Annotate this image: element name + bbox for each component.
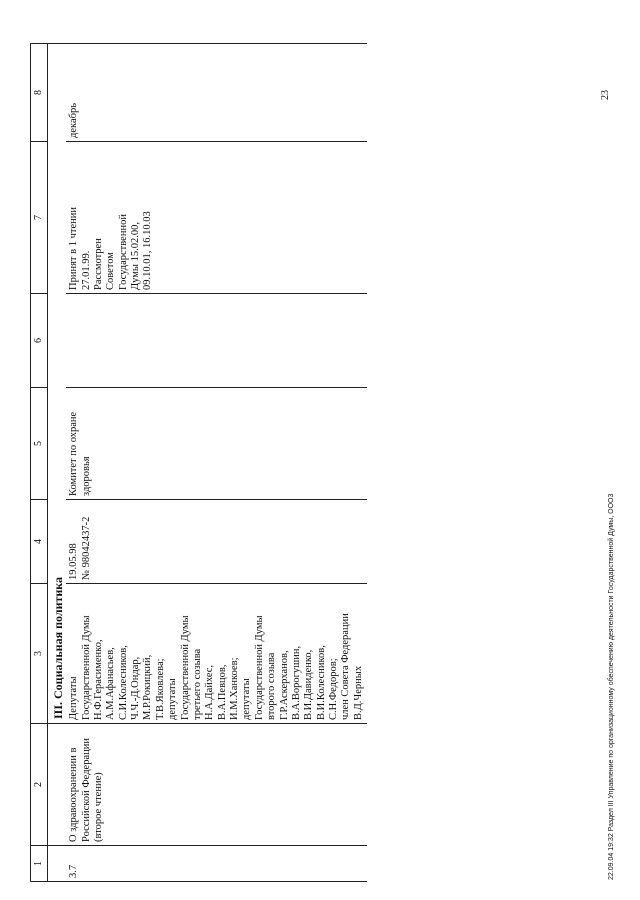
entry-col6 bbox=[66, 294, 367, 388]
column-header-2: 2 bbox=[31, 724, 48, 846]
column-header-4: 4 bbox=[31, 500, 48, 584]
column-header-8: 8 bbox=[31, 44, 48, 142]
entry-number: 3.7 bbox=[66, 846, 367, 882]
section-title: III. Социальная политика bbox=[48, 44, 67, 724]
column-header-7: 7 bbox=[31, 142, 48, 294]
entry-title: О здравоохранении в Российской Федерации (второе чтение) bbox=[66, 724, 367, 846]
entry-authors: Депутаты Государственной Думы Н.Ф.Герасименко, А.М.Афанасьев, С.И.Колесников, Ч.Ч.-Д.Ондар, М.Р.Рокицкий, Т.В.Яковлева; депутаты Государственной Думы третьего созыва Н.А.Дайхес, В.А.Певцов, И.М.Ханкоев; депутаты Государственной Думы второго созыва Г.Р.Аскерханов, В.А.Ворогушин, В.И.Давиденко, В.И.Колесников, С.Н.Федоров; член Совета Федерации В.Д.Черных bbox=[66, 584, 367, 724]
column-header-3: 3 bbox=[31, 584, 48, 724]
entry-date-number: 19.05.98 № 98042437-2 bbox=[66, 500, 367, 584]
entry-month: декабрь bbox=[66, 44, 367, 142]
table-row bbox=[66, 44, 367, 882]
column-header-6: 6 bbox=[31, 294, 48, 388]
footer-line: 22.09.04 19:32 Раздел III Управление по организационному обеспечению деятельности Государственной Думы, ООО3 bbox=[608, 493, 615, 880]
entry-status: Принят в 1 чтении 27.01.99. Рассмотрен Советом Государственной Думы 15.02.00, 09.10.01, 16.10.03 bbox=[66, 142, 367, 294]
page-number: 23 bbox=[600, 90, 611, 100]
column-header-5: 5 bbox=[31, 388, 48, 500]
entry-committee: Комитет по охране здоровья bbox=[66, 388, 367, 500]
column-number-row bbox=[31, 44, 48, 882]
section-row bbox=[48, 44, 67, 882]
column-header-1: 1 bbox=[31, 846, 48, 882]
legislation-table bbox=[30, 43, 367, 882]
